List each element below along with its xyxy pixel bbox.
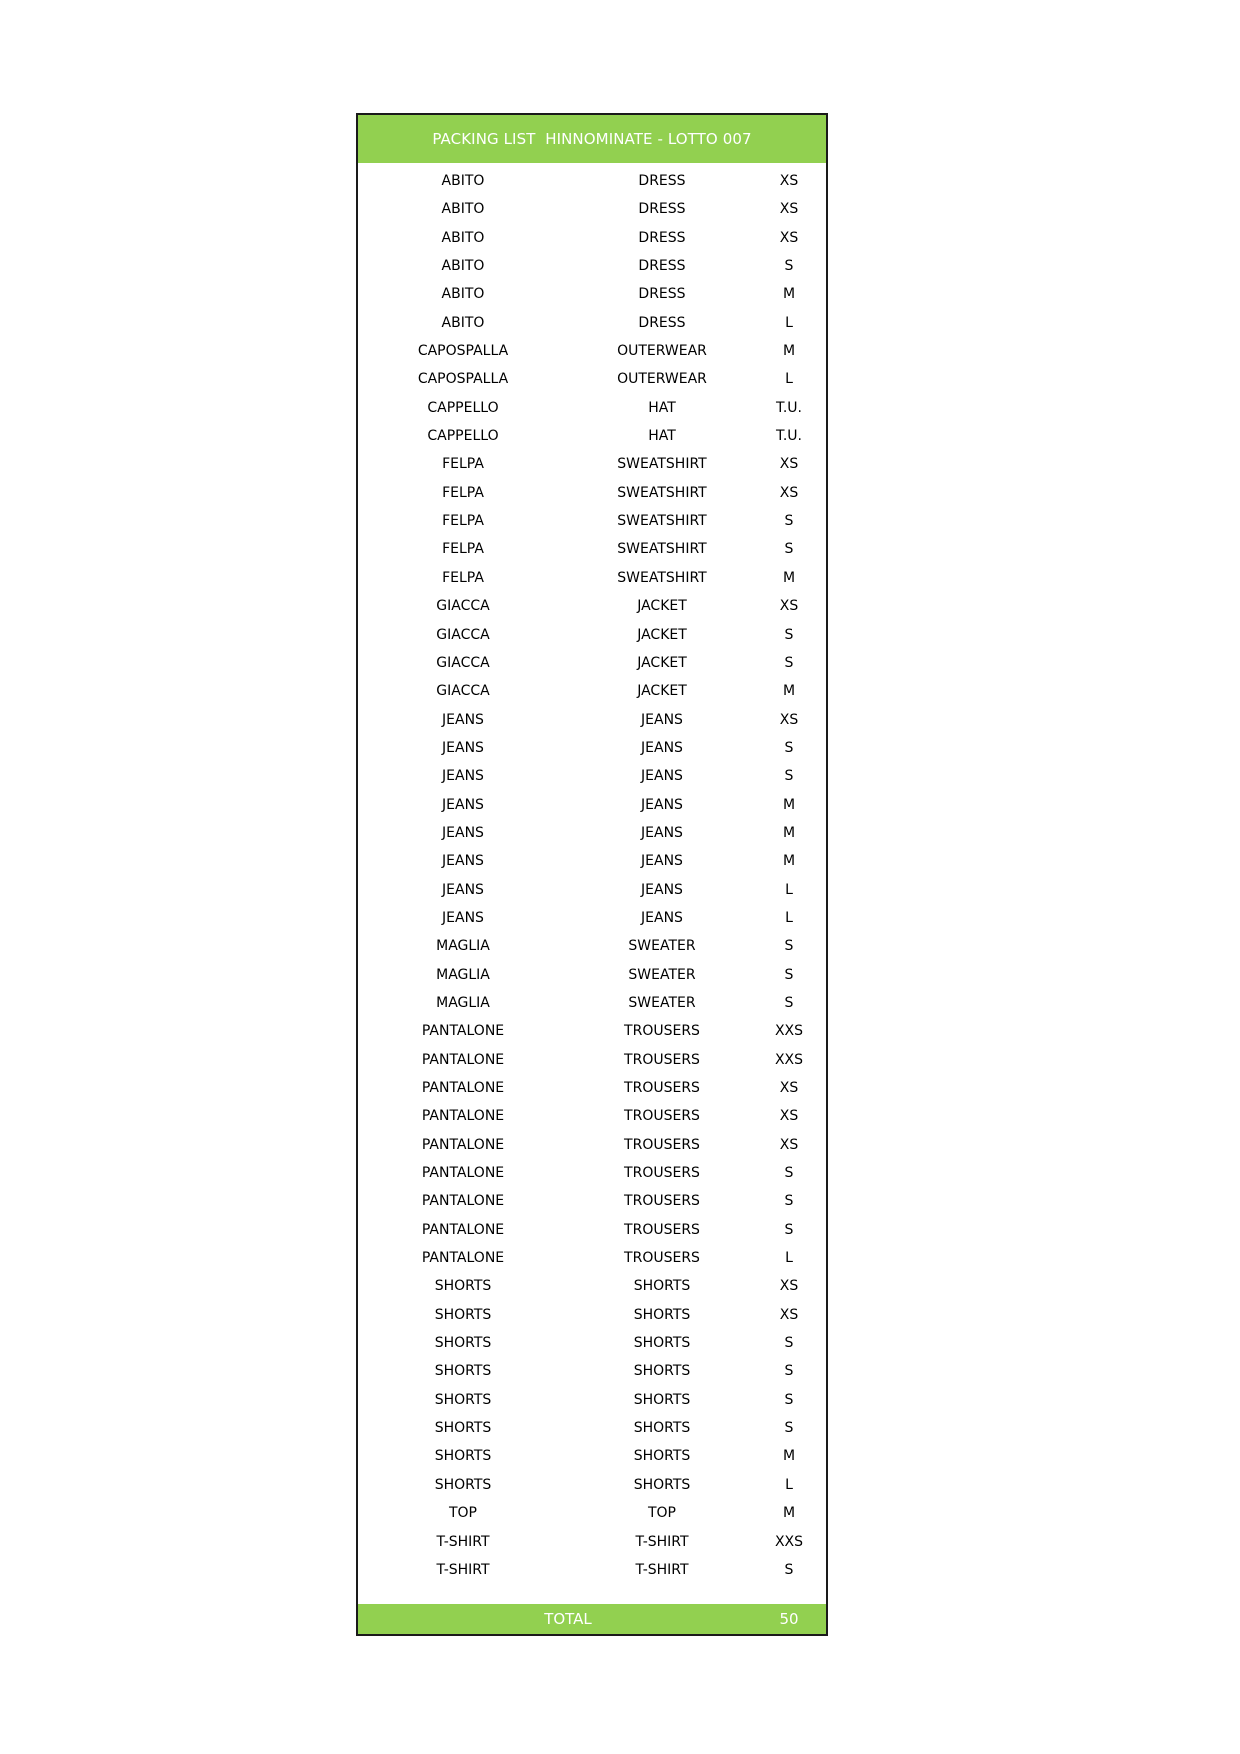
item-size: S — [784, 1165, 794, 1182]
item-name-it: FELPA — [442, 456, 484, 473]
item-name-en: OUTERWEAR — [617, 343, 707, 360]
item-name-it: FELPA — [442, 541, 484, 558]
item-size: S — [784, 938, 794, 955]
item-name-it: JEANS — [442, 739, 484, 756]
table-row — [358, 1556, 826, 1584]
item-name-en: JEANS — [641, 796, 683, 813]
item-size: S — [784, 654, 794, 671]
table-row — [358, 734, 826, 762]
item-size: L — [785, 1250, 793, 1267]
table-row — [358, 564, 826, 592]
item-name-en: T-SHIRT — [635, 1533, 689, 1550]
item-size: M — [782, 1505, 796, 1522]
item-name-en: TROUSERS — [624, 1108, 700, 1125]
item-size: S — [784, 1391, 794, 1408]
item-size: S — [784, 768, 794, 785]
table-row — [358, 224, 826, 252]
item-size: S — [784, 966, 794, 983]
item-name-en: OUTERWEAR — [617, 371, 707, 388]
table-row — [358, 961, 826, 989]
item-name-it: SHORTS — [434, 1306, 492, 1323]
item-name-en: SHORTS — [633, 1363, 691, 1380]
item-name-it: ABITO — [441, 173, 485, 189]
item-size: S — [784, 626, 794, 643]
item-name-en: TROUSERS — [624, 1023, 700, 1040]
item-name-en: JEANS — [641, 739, 683, 756]
item-name-en: SWEATSHIRT — [617, 513, 707, 530]
item-size: XS — [779, 201, 799, 218]
item-size: XS — [779, 173, 799, 189]
item-name-en: JEANS — [641, 853, 683, 870]
item-size: M — [782, 569, 796, 586]
item-name-it: PANTALONE — [421, 1023, 505, 1040]
table-row — [358, 309, 826, 337]
table-row — [358, 1244, 826, 1272]
item-name-it: ABITO — [441, 258, 485, 275]
item-size: XS — [779, 1306, 799, 1323]
table-row — [358, 989, 826, 1017]
table-row — [358, 621, 826, 649]
item-name-it: JEANS — [442, 853, 484, 870]
table-row — [358, 1017, 826, 1045]
item-name-it: MAGLIA — [436, 938, 490, 955]
item-size: XS — [779, 598, 799, 615]
item-size: S — [784, 739, 794, 756]
item-name-en: TROUSERS — [624, 1221, 700, 1238]
table-row — [358, 1301, 826, 1329]
item-name-it: ABITO — [441, 286, 485, 303]
item-name-it: PANTALONE — [421, 1221, 505, 1238]
item-name-it: TOP — [448, 1505, 477, 1522]
item-size: XS — [779, 1278, 799, 1295]
item-name-en: DRESS — [638, 314, 686, 331]
item-size: T.U. — [775, 428, 803, 445]
item-name-en: TROUSERS — [624, 1193, 700, 1210]
item-name-en: DRESS — [638, 229, 686, 246]
item-size: S — [784, 541, 794, 558]
item-size: S — [784, 1221, 794, 1238]
table-row — [358, 1159, 826, 1187]
item-size: M — [782, 343, 796, 360]
item-name-it: MAGLIA — [436, 994, 490, 1011]
table-row — [358, 1528, 826, 1556]
table-row — [358, 1187, 826, 1215]
item-name-en: SHORTS — [633, 1476, 691, 1493]
item-name-it: PANTALONE — [421, 1051, 505, 1068]
item-size: L — [785, 371, 793, 388]
table-row — [358, 337, 826, 365]
table-row — [358, 847, 826, 875]
item-name-en: JEANS — [641, 881, 683, 898]
item-name-en: SHORTS — [633, 1391, 691, 1408]
item-name-it: GIACCA — [436, 598, 490, 615]
table-row — [358, 422, 826, 450]
table-row — [358, 904, 826, 932]
item-name-it: T-SHIRT — [436, 1533, 490, 1550]
item-name-it: FELPA — [442, 569, 484, 586]
item-name-it: MAGLIA — [436, 966, 490, 983]
item-size: L — [785, 1476, 793, 1493]
item-size: S — [784, 1363, 794, 1380]
item-name-en: SWEATSHIRT — [617, 456, 707, 473]
item-size: L — [785, 909, 793, 926]
item-name-en: SWEATER — [628, 966, 696, 983]
item-name-it: PANTALONE — [421, 1165, 505, 1182]
item-name-en: SHORTS — [633, 1448, 691, 1465]
table-row — [358, 1471, 826, 1499]
table-row — [358, 450, 826, 478]
item-name-en: JACKET — [637, 626, 687, 643]
item-name-it: PANTALONE — [421, 1250, 505, 1267]
item-size: XS — [779, 229, 799, 246]
item-size: XXS — [774, 1051, 804, 1068]
item-name-en: SWEATER — [628, 938, 696, 955]
item-name-en: JEANS — [641, 768, 683, 785]
item-size: L — [785, 881, 793, 898]
item-name-en: JACKET — [637, 598, 687, 615]
item-name-it: JEANS — [442, 824, 484, 841]
total-value: 50 — [779, 1610, 799, 1628]
item-name-en: HAT — [648, 428, 676, 445]
item-size: M — [782, 824, 796, 841]
item-size: S — [784, 994, 794, 1011]
table-row — [358, 819, 826, 847]
item-name-en: SHORTS — [633, 1420, 691, 1437]
item-name-en: TROUSERS — [624, 1051, 700, 1068]
table-row — [358, 507, 826, 535]
item-size: XS — [779, 1108, 799, 1125]
item-size: XS — [779, 1080, 799, 1096]
item-name-en: HAT — [648, 399, 676, 416]
item-name-en: JACKET — [637, 654, 687, 671]
table-row — [358, 1442, 826, 1470]
table-row — [358, 479, 826, 507]
total-row — [358, 1604, 826, 1634]
table-row — [358, 677, 826, 705]
item-size: S — [784, 1561, 794, 1578]
table-row — [358, 762, 826, 790]
item-size: M — [782, 683, 796, 700]
item-name-it: GIACCA — [436, 654, 490, 671]
table-row — [358, 706, 826, 734]
item-size: XS — [779, 711, 799, 728]
table-row — [358, 1074, 826, 1102]
item-size: M — [782, 853, 796, 870]
table-row — [358, 1414, 826, 1442]
table-row — [358, 1386, 826, 1414]
item-size: M — [782, 286, 796, 303]
item-name-it: PANTALONE — [421, 1136, 505, 1153]
item-name-en: JEANS — [641, 711, 683, 728]
item-name-it: GIACCA — [436, 683, 490, 700]
item-name-it: JEANS — [442, 796, 484, 813]
item-name-it: PANTALONE — [421, 1108, 505, 1125]
item-name-en: JACKET — [637, 683, 687, 700]
item-name-it: SHORTS — [434, 1448, 492, 1465]
table-row — [358, 1131, 826, 1159]
table-row — [358, 1046, 826, 1074]
table-row — [358, 649, 826, 677]
item-size: XS — [779, 484, 799, 501]
item-name-en: TROUSERS — [624, 1250, 700, 1267]
item-size: T.U. — [775, 399, 803, 416]
table-row — [358, 1357, 826, 1385]
table-row — [358, 932, 826, 960]
item-name-it: SHORTS — [434, 1363, 492, 1380]
item-name-it: PANTALONE — [421, 1193, 505, 1210]
table-row — [358, 876, 826, 904]
item-name-it: SHORTS — [434, 1476, 492, 1493]
item-size: S — [784, 1335, 794, 1352]
packing-list-table — [356, 113, 828, 1636]
item-size: S — [784, 1193, 794, 1210]
item-name-it: SHORTS — [434, 1278, 492, 1295]
item-name-it: FELPA — [442, 484, 484, 501]
item-name-en: TROUSERS — [624, 1136, 700, 1153]
table-row — [358, 167, 826, 195]
item-name-it: GIACCA — [436, 626, 490, 643]
item-name-en: DRESS — [638, 201, 686, 218]
table-row — [358, 791, 826, 819]
table-row — [358, 1272, 826, 1300]
item-name-en: SWEATER — [628, 994, 696, 1011]
item-name-it: JEANS — [442, 881, 484, 898]
item-name-it: JEANS — [442, 711, 484, 728]
total-label: TOTAL — [544, 1610, 592, 1628]
item-size: XXS — [774, 1023, 804, 1040]
item-size: XS — [779, 1136, 799, 1153]
table-row — [358, 535, 826, 563]
item-size: XS — [779, 456, 799, 473]
table-row — [358, 592, 826, 620]
table-row — [358, 394, 826, 422]
item-name-it: SHORTS — [434, 1420, 492, 1437]
item-name-en: SWEATSHIRT — [617, 569, 707, 586]
item-size: S — [784, 258, 794, 275]
table-row — [358, 1499, 826, 1527]
packing-list-rows — [358, 167, 826, 1584]
item-name-it: JEANS — [442, 768, 484, 785]
item-name-it: ABITO — [441, 314, 485, 331]
item-size: M — [782, 796, 796, 813]
item-name-en: SWEATSHIRT — [617, 484, 707, 501]
item-name-it: ABITO — [441, 201, 485, 218]
item-name-it: ABITO — [441, 229, 485, 246]
item-name-en: T-SHIRT — [635, 1561, 689, 1578]
item-name-en: SHORTS — [633, 1335, 691, 1352]
item-name-it: CAPPELLO — [427, 428, 499, 445]
item-name-it: CAPPELLO — [427, 399, 499, 416]
item-name-en: TROUSERS — [624, 1165, 700, 1182]
item-size: L — [785, 314, 793, 331]
item-name-it: SHORTS — [434, 1391, 492, 1408]
table-row — [358, 252, 826, 280]
item-size: XXS — [774, 1533, 804, 1550]
item-size: M — [782, 1448, 796, 1465]
item-name-it: T-SHIRT — [436, 1561, 490, 1578]
item-name-en: JEANS — [641, 824, 683, 841]
item-name-en: TOP — [647, 1505, 676, 1522]
item-name-en: SHORTS — [633, 1306, 691, 1323]
item-name-it: PANTALONE — [421, 1080, 505, 1096]
table-row — [358, 1216, 826, 1244]
item-name-en: DRESS — [638, 286, 686, 303]
table-row — [358, 195, 826, 223]
item-name-en: JEANS — [641, 909, 683, 926]
item-name-it: FELPA — [442, 513, 484, 530]
item-name-en: TROUSERS — [624, 1080, 700, 1096]
item-name-en: DRESS — [638, 258, 686, 275]
table-row — [358, 1102, 826, 1130]
item-size: S — [784, 1420, 794, 1437]
table-row — [358, 280, 826, 308]
item-name-it: CAPOSPALLA — [417, 371, 509, 388]
table-row — [358, 1329, 826, 1357]
packing-list-title: PACKING LIST HINNOMINATE - LOTTO 007 — [358, 115, 826, 163]
item-name-en: DRESS — [638, 173, 686, 189]
item-name-it: JEANS — [442, 909, 484, 926]
item-name-en: SWEATSHIRT — [617, 541, 707, 558]
item-name-it: SHORTS — [434, 1335, 492, 1352]
item-size: S — [784, 513, 794, 530]
item-name-en: SHORTS — [633, 1278, 691, 1295]
table-row — [358, 365, 826, 393]
item-name-it: CAPOSPALLA — [417, 343, 509, 360]
